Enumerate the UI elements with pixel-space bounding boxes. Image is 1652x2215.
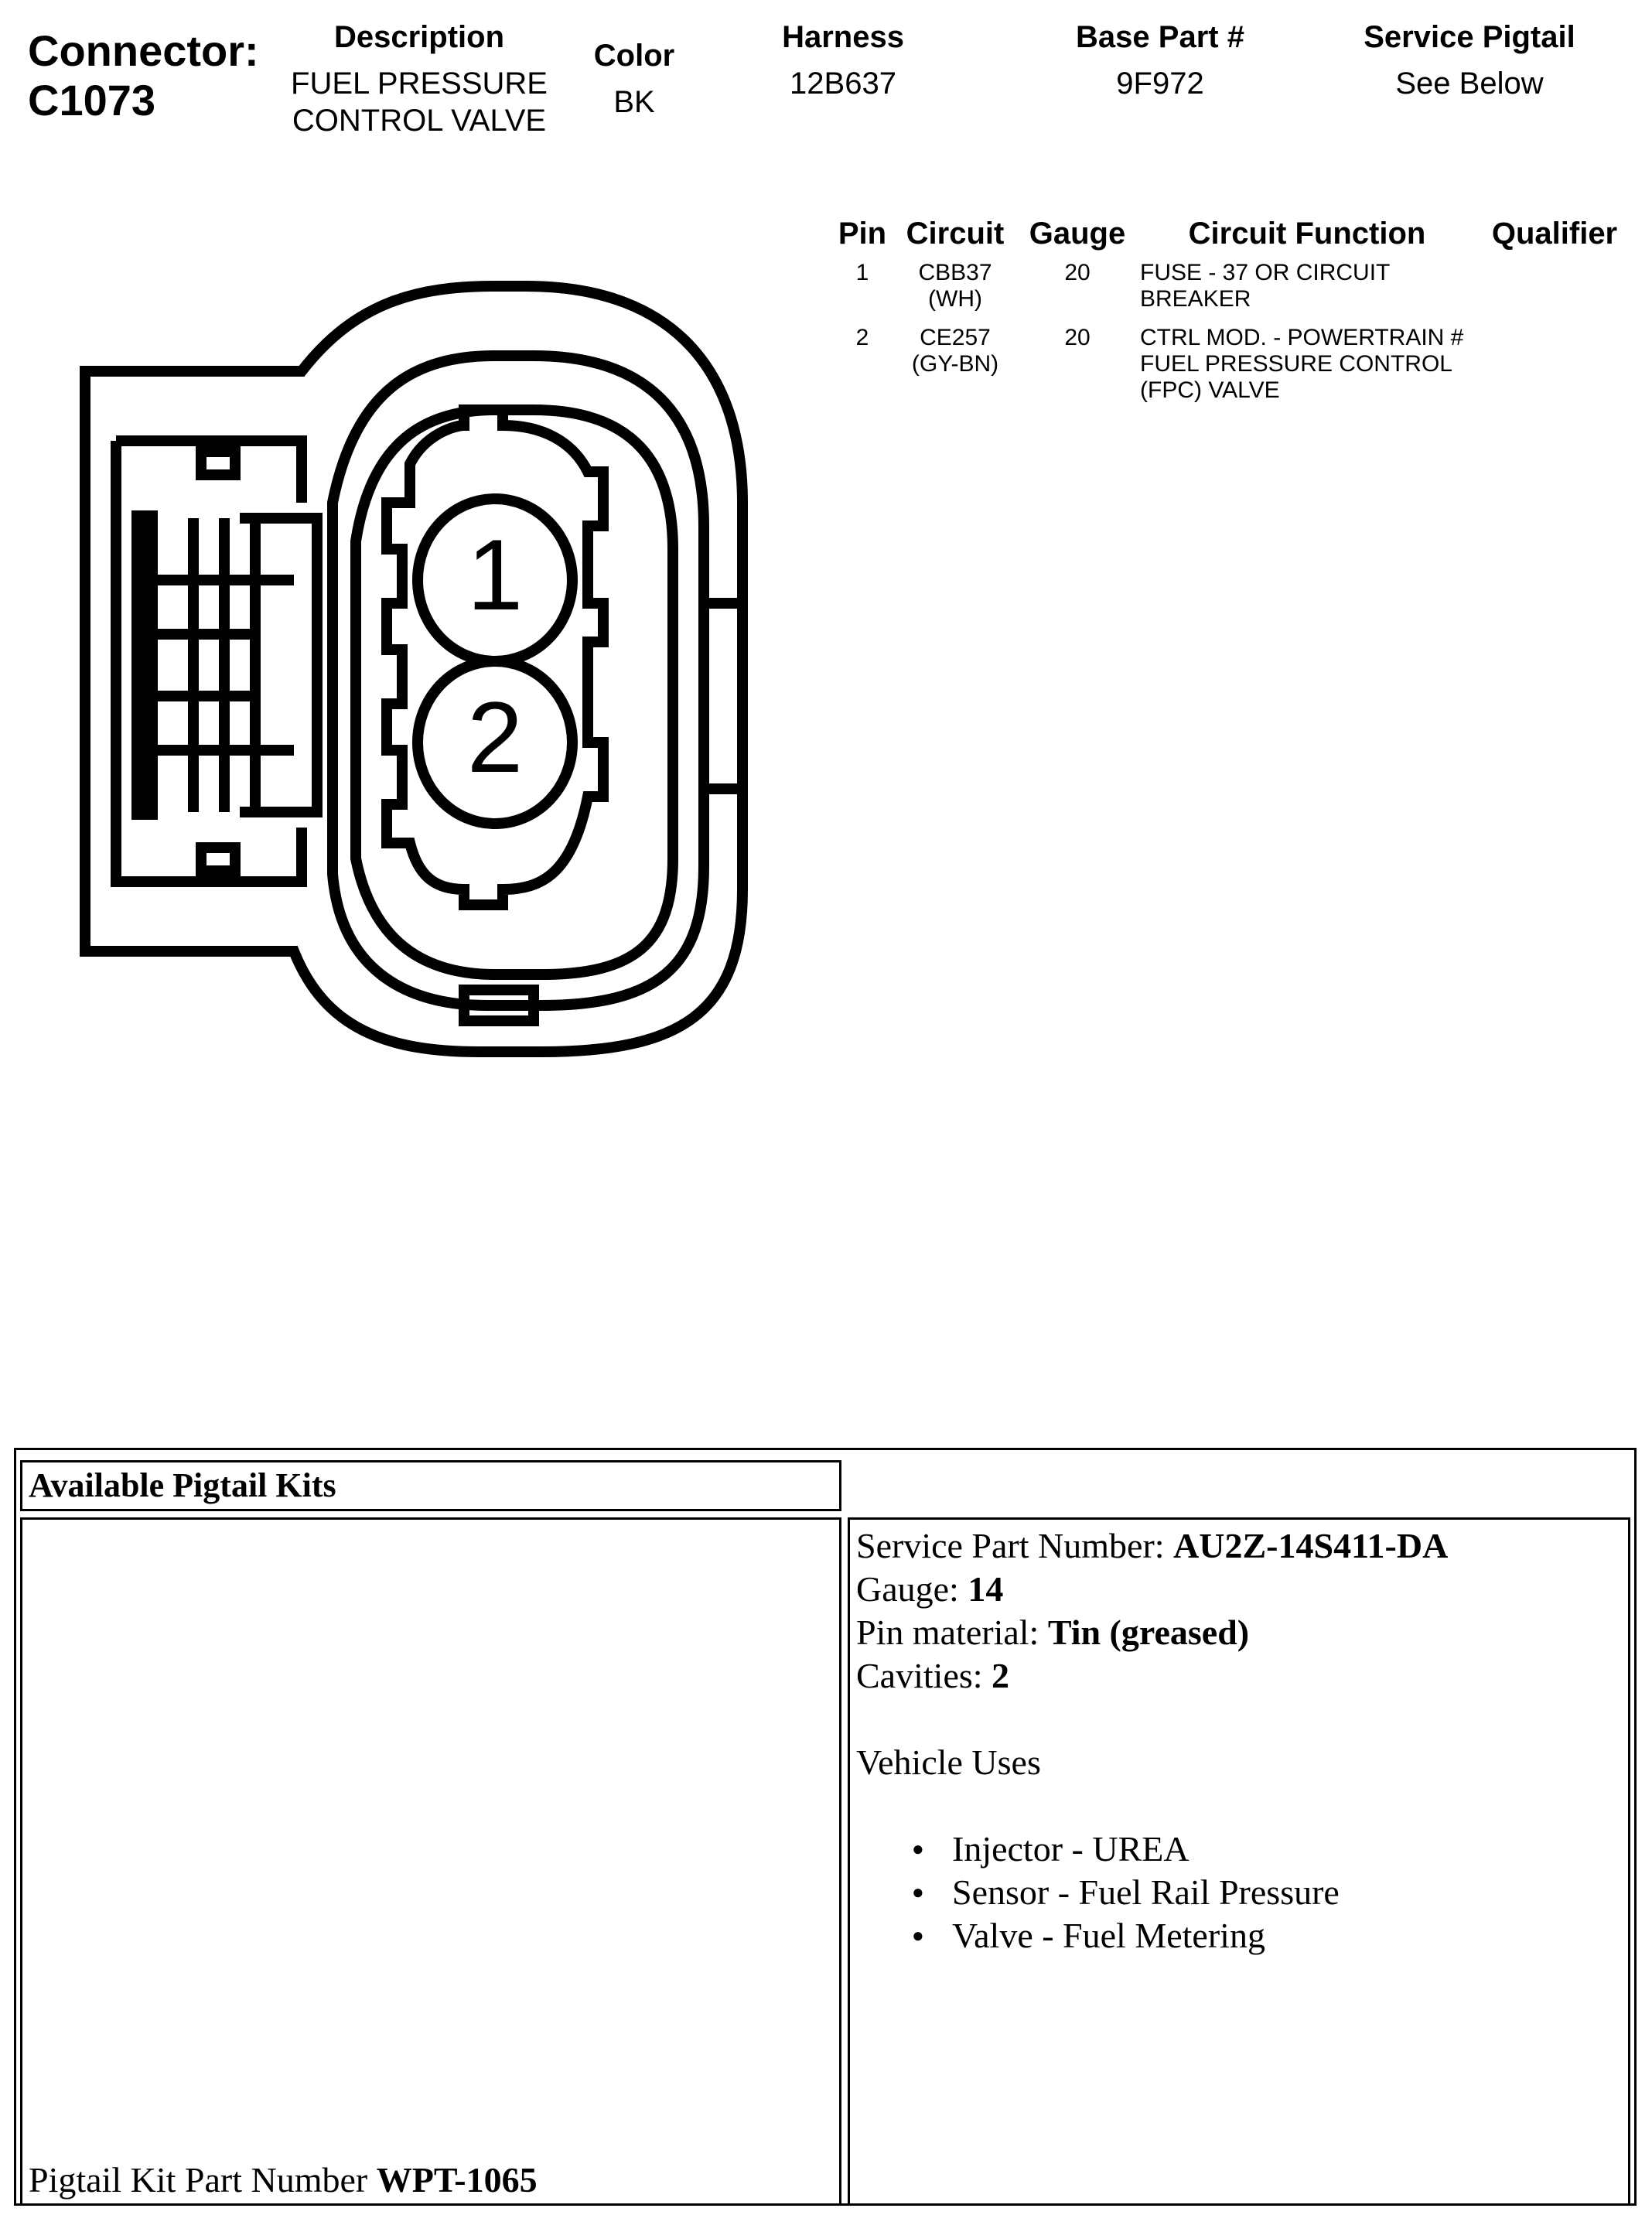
qualifier-header: Qualifier	[1491, 217, 1618, 251]
harness-value: 12B637	[790, 67, 896, 101]
connector-id: C1073	[28, 76, 156, 125]
row-circuit-color: (WH)	[928, 286, 982, 312]
pin-material-label: Pin material:	[856, 1613, 1048, 1652]
row-circuit-id: CBB37	[918, 260, 992, 285]
description-line-2: CONTROL VALVE	[292, 104, 547, 138]
latch-tab-bottom	[201, 848, 235, 871]
cavities-label: Cavities:	[856, 1656, 992, 1695]
service-part-value: AU2Z-14S411-DA	[1173, 1526, 1449, 1565]
list-item: ● Valve - Fuel Metering	[912, 1914, 1448, 1957]
pigtail-heading-cell	[20, 1460, 841, 1511]
cavity-1-label: 1	[466, 518, 524, 631]
row-function-line: CTRL MOD. - POWERTRAIN #	[1140, 325, 1464, 350]
cavity-2-label: 2	[466, 681, 524, 794]
pigtail-image-cell	[20, 1517, 841, 2206]
description-value	[272, 65, 566, 139]
latch-face	[131, 510, 158, 820]
gauge-line	[856, 1568, 1448, 1611]
kit-part-number	[29, 2159, 538, 2202]
connector-title	[28, 26, 259, 125]
row-pin: 2	[855, 325, 869, 350]
row-pin: 1	[855, 260, 869, 285]
polarization-key	[704, 603, 742, 789]
row-function-line: (FPC) VALVE	[1140, 377, 1280, 403]
base-part-label: Base Part #	[1076, 20, 1244, 54]
kit-part-label: Pigtail Kit Part Number	[29, 2160, 377, 2200]
row-circuit	[897, 260, 1013, 312]
vehicle-uses-list	[912, 1828, 1448, 1957]
row-gauge: 20	[1064, 260, 1091, 285]
service-part-label: Service Part Number:	[856, 1526, 1174, 1565]
service-pigtail-label: Service Pigtail	[1364, 20, 1575, 54]
gauge-label: Gauge:	[856, 1569, 968, 1609]
row-function	[1140, 325, 1473, 404]
row-function-line: FUEL PRESSURE CONTROL	[1140, 351, 1452, 377]
color-value: BK	[613, 85, 655, 119]
row-function-line: FUSE - 37 OR CIRCUIT	[1140, 260, 1391, 285]
description-line-1: FUEL PRESSURE	[291, 67, 548, 101]
latch-ribs	[147, 518, 317, 812]
row-function-line: BREAKER	[1140, 286, 1251, 312]
row-gauge: 20	[1064, 325, 1091, 350]
pigtail-details-cell	[848, 1517, 1630, 2206]
row-circuit	[897, 325, 1013, 377]
pin-material-line	[856, 1611, 1448, 1654]
connector-label: Connector:	[28, 26, 259, 75]
circuit-function-header: Circuit Function	[1188, 217, 1426, 251]
harness-label: Harness	[782, 20, 904, 54]
gauge-header: Gauge	[1029, 217, 1126, 251]
outer-housing	[85, 286, 742, 1052]
list-item: ● Injector - UREA	[912, 1828, 1448, 1871]
cavities-value: 2	[992, 1656, 1010, 1695]
latch-tab-top	[201, 452, 235, 475]
row-circuit-id: CE257	[920, 325, 991, 350]
service-pigtail-value: See Below	[1395, 67, 1544, 101]
base-part-value: 9F972	[1116, 67, 1204, 101]
pin-header: Pin	[838, 217, 887, 251]
color-label: Color	[593, 39, 675, 73]
pin-material-value: Tin (greased)	[1047, 1613, 1250, 1652]
kit-part-value: WPT-1065	[376, 2160, 538, 2200]
row-function	[1140, 260, 1473, 312]
cavities-line	[856, 1654, 1448, 1698]
pigtail-details	[856, 1524, 1448, 1957]
circuit-header: Circuit	[906, 217, 1005, 251]
row-circuit-color: (GY-BN)	[911, 351, 999, 377]
gauge-value: 14	[968, 1569, 1004, 1609]
service-part-line	[856, 1524, 1448, 1568]
connector-face-diagram	[62, 271, 789, 1075]
description-label: Description	[333, 20, 505, 54]
list-item: ● Sensor - Fuel Rail Pressure	[912, 1871, 1448, 1914]
pigtail-heading: Available Pigtail Kits	[29, 1466, 336, 1504]
vehicle-uses-label: Vehicle Uses	[856, 1742, 1041, 1782]
